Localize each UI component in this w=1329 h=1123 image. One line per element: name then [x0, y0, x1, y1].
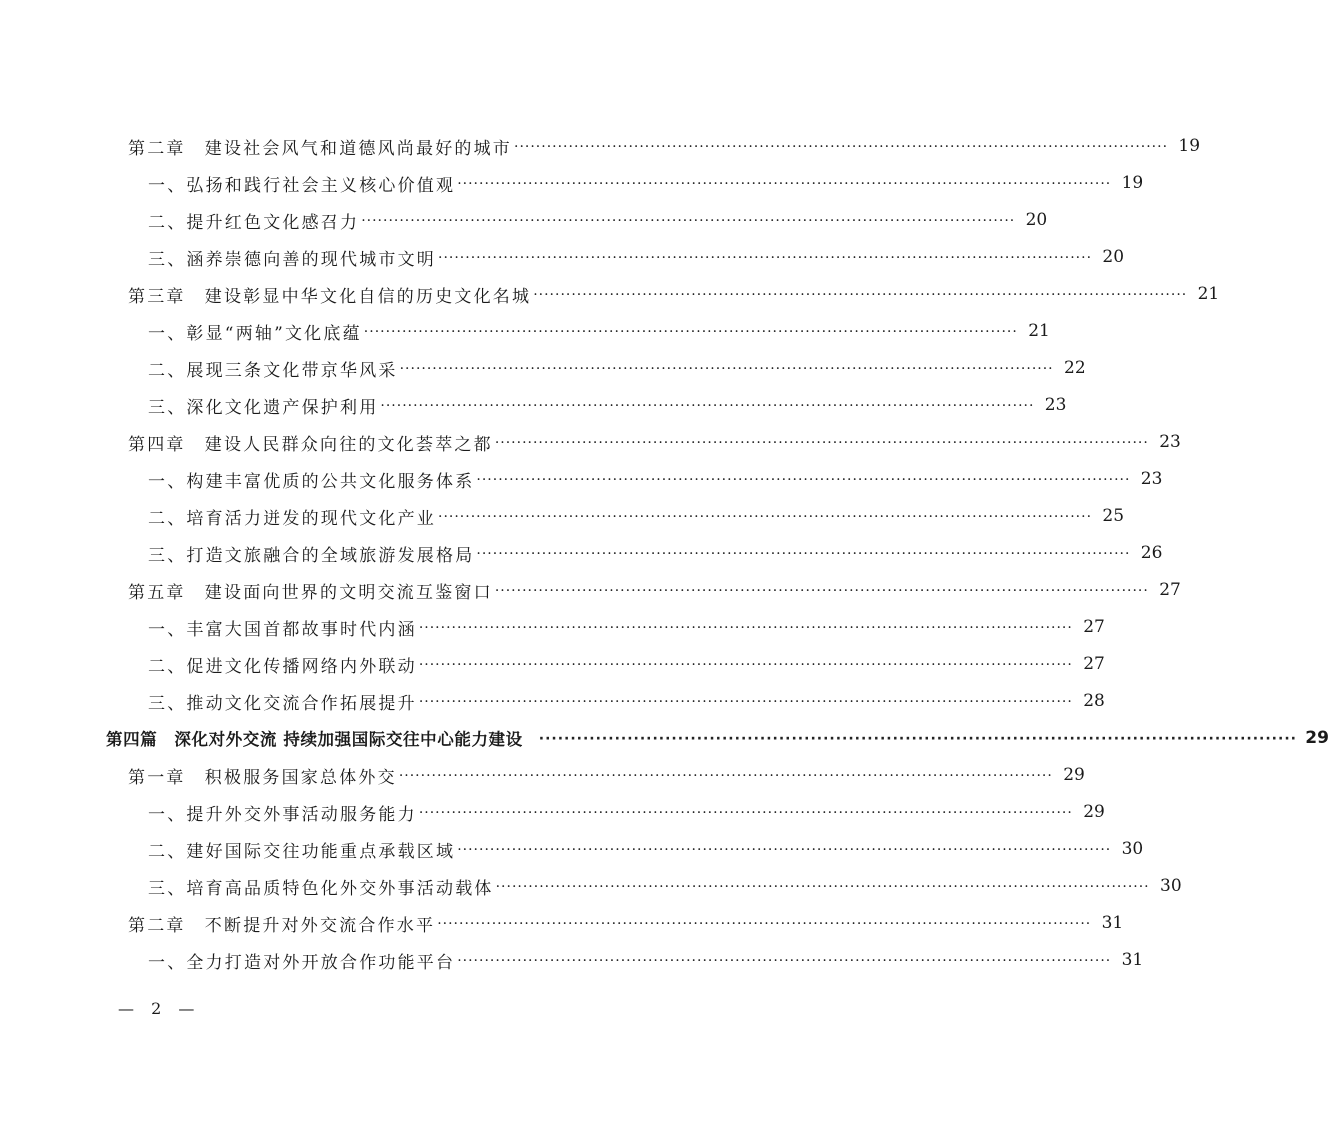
- toc-entry-title: 二、建好国际交往功能重点承载区域: [148, 841, 456, 862]
- toc-entry-title: 第二章 建设社会风气和道德风尚最好的城市: [128, 138, 512, 159]
- toc-entry-title: 二、提升红色文化感召力: [148, 212, 360, 233]
- toc-leader-dots: ························································································································: [494, 583, 1149, 599]
- toc-leader-dots: ························································································································: [437, 916, 1092, 932]
- toc-leader-dots: ························································································································: [476, 472, 1131, 488]
- toc-entry-chapter[interactable]: [128, 131, 1201, 161]
- toc-entry-title: 二、促进文化传播网络内外联动: [148, 656, 417, 677]
- toc-entry-page: 27: [1083, 654, 1105, 674]
- toc-leader-dots: ························································································································: [495, 879, 1150, 895]
- toc-leader-dots: ························································································································: [457, 953, 1112, 969]
- toc-entry-page: 30: [1121, 839, 1144, 859]
- toc-entry-section[interactable]: [148, 649, 1105, 679]
- toc-entry-chapter[interactable]: [128, 908, 1124, 938]
- toc-entry-section[interactable]: [148, 353, 1086, 383]
- toc-entry-title: 第一章 积极服务国家总体外交: [128, 767, 397, 788]
- toc-entry-page: 31: [1101, 913, 1124, 933]
- toc-leader-dots: ························································································································: [361, 213, 1016, 229]
- toc-entry-part[interactable]: [106, 723, 1329, 753]
- toc-entry-title: 第三章 建设彰显中华文化自信的历史文化名城: [128, 286, 532, 307]
- toc-entry-page: 29: [1305, 728, 1329, 748]
- toc-leader-dots: ························································································································: [438, 250, 1093, 266]
- toc-leader-dots: ························································································································: [533, 287, 1188, 303]
- toc-leader-dots: ························································································································: [457, 842, 1112, 858]
- toc-entry-section[interactable]: [148, 797, 1105, 827]
- toc-leader-dots: ························································································································: [418, 657, 1073, 673]
- toc-entry-page: 22: [1064, 358, 1086, 378]
- toc-entry-title: 第五章 建设面向世界的文明交流互鉴窗口: [128, 582, 493, 603]
- toc-entry-page: 23: [1140, 469, 1163, 489]
- toc-entry-title: 三、培育高品质特色化外交外事活动载体: [148, 878, 494, 899]
- toc-entry-page: 27: [1159, 580, 1181, 600]
- toc-entry-section[interactable]: [148, 538, 1163, 568]
- toc-entry-chapter[interactable]: [128, 279, 1220, 309]
- toc-entry-page: 19: [1121, 173, 1144, 193]
- toc-entry-title: 一、提升外交外事活动服务能力: [148, 804, 417, 825]
- toc-entry-title: 二、培育活力迸发的现代文化产业: [148, 508, 436, 529]
- toc-entry-section[interactable]: [148, 205, 1048, 235]
- toc-leader-dots: ························································································································: [538, 731, 1297, 747]
- toc-entry-section[interactable]: [148, 316, 1050, 346]
- toc-entry-page: 20: [1102, 247, 1125, 267]
- toc-entry-page: 29: [1083, 802, 1105, 822]
- toc-entry-title: 一、弘扬和践行社会主义核心价值观: [148, 175, 456, 196]
- toc-leader-dots: ························································································································: [418, 805, 1073, 821]
- toc-entry-section[interactable]: [148, 834, 1144, 864]
- toc-entry-section[interactable]: [148, 168, 1144, 198]
- toc-leader-dots: ························································································································: [494, 435, 1149, 451]
- toc-leader-dots: ························································································································: [398, 768, 1053, 784]
- toc-entry-page: 30: [1160, 876, 1182, 896]
- toc-leader-dots: ························································································································: [418, 694, 1073, 710]
- toc-entry-section[interactable]: [148, 501, 1125, 531]
- toc-entry-title: 三、深化文化遗产保护利用: [148, 397, 379, 418]
- toc-entry-chapter[interactable]: [128, 427, 1181, 457]
- toc-leader-dots: ························································································································: [418, 620, 1073, 636]
- toc-entry-chapter[interactable]: [128, 575, 1181, 605]
- toc-entry-title: 三、推动文化交流合作拓展提升: [148, 693, 417, 714]
- toc-entry-section[interactable]: [148, 945, 1144, 975]
- toc-entry-title: 一、全力打造对外开放合作功能平台: [148, 952, 456, 973]
- toc-entry-title: 第四章 建设人民群众向往的文化荟萃之都: [128, 434, 493, 455]
- toc-entry-page: 21: [1028, 321, 1050, 341]
- toc-entry-page: 27: [1083, 617, 1105, 637]
- toc-entry-chapter[interactable]: [128, 760, 1085, 790]
- toc-entry-page: 19: [1178, 136, 1201, 156]
- toc-leader-dots: ························································································································: [457, 176, 1112, 192]
- toc-entry-title: 一、构建丰富优质的公共文化服务体系: [148, 471, 475, 492]
- toc-entry-page: 29: [1063, 765, 1085, 785]
- toc-entry-title: 一、丰富大国首都故事时代内涵: [148, 619, 417, 640]
- toc-entry-title: 一、彰显“两轴”文化底蕴: [148, 323, 362, 344]
- toc-entry-section[interactable]: [148, 612, 1105, 642]
- toc-leader-dots: ························································································································: [399, 361, 1054, 377]
- toc-entry-page: 25: [1102, 506, 1125, 526]
- toc-entry-section[interactable]: [148, 390, 1067, 420]
- toc-entry-title: 三、涵养崇德向善的现代城市文明: [148, 249, 436, 270]
- toc-entry-page: 23: [1159, 432, 1181, 452]
- toc-entry-page: 31: [1121, 950, 1144, 970]
- toc-entry-section[interactable]: [148, 871, 1182, 901]
- toc-entry-page: 26: [1140, 543, 1163, 563]
- toc-entry-title: 第四篇 深化对外交流 持续加强国际交往中心能力建设: [106, 730, 523, 749]
- toc-entry-page: 20: [1025, 210, 1048, 230]
- toc-entry-page: 23: [1044, 395, 1067, 415]
- toc-leader-dots: ························································································································: [438, 509, 1093, 525]
- toc-entry-section[interactable]: [148, 242, 1125, 272]
- toc-entry-section[interactable]: [148, 686, 1105, 716]
- toc-entry-title: 三、打造文旅融合的全域旅游发展格局: [148, 545, 475, 566]
- toc-entry-title: 第二章 不断提升对外交流合作水平: [128, 915, 436, 936]
- toc-entry-page: 21: [1197, 284, 1220, 304]
- toc-entry-section[interactable]: [148, 464, 1163, 494]
- toc-leader-dots: ························································································································: [380, 398, 1035, 414]
- page-number: — 2 —: [118, 999, 201, 1018]
- toc-entry-title: 二、展现三条文化带京华风采: [148, 360, 398, 381]
- toc-leader-dots: ························································································································: [476, 546, 1131, 562]
- toc-leader-dots: ························································································································: [363, 324, 1018, 340]
- toc-leader-dots: ························································································································: [514, 139, 1169, 155]
- toc-entry-page: 28: [1083, 691, 1105, 711]
